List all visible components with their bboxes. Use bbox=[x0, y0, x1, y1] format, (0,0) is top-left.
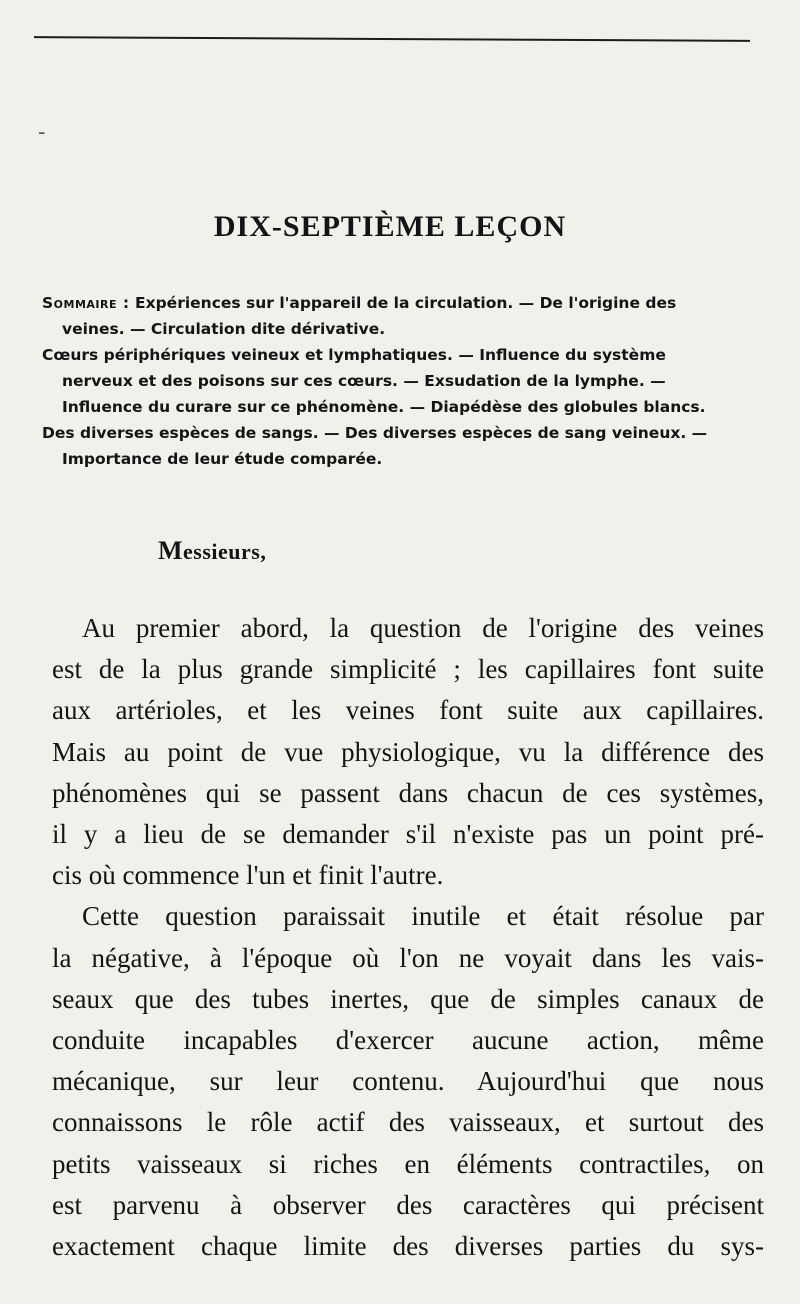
summary-line: veines. — Circulation dite dérivative. bbox=[62, 320, 386, 338]
summary-line: nerveux et des poisons sur ces cœurs. — Exsudation de la lymphe. — bbox=[62, 372, 666, 390]
text-line: mécanique, sur leur contenu. Aujourd'hui que nous bbox=[52, 1066, 764, 1097]
salutation: Messieurs, bbox=[158, 536, 267, 565]
summary-line: Influence du curare sur ce phénomène. — Diapédèse des globules blancs. bbox=[62, 398, 706, 416]
text-line: connaissons le rôle actif des vaisseaux, et surtout des bbox=[52, 1107, 764, 1138]
paragraph bbox=[52, 608, 764, 896]
body-text bbox=[52, 608, 764, 1267]
text-line: petits vaisseaux si riches en éléments contractiles, on bbox=[52, 1148, 764, 1179]
margin-mark: - bbox=[38, 120, 46, 145]
text-line: la négative, à l'époque où l'on ne voyait dans les vais- bbox=[52, 942, 764, 973]
text-line: conduite incapables d'exercer aucune action, même bbox=[52, 1025, 764, 1056]
text-line: seaux que des tubes inertes, que de simples canaux de bbox=[52, 983, 764, 1014]
text-line: cis où commence l'un et finit l'autre. bbox=[52, 860, 444, 891]
page-title: DIX-SEPTIÈME LEÇON bbox=[213, 210, 567, 243]
text-line: Cette question paraissait inutile et était résolue par bbox=[82, 901, 764, 932]
paragraph bbox=[52, 896, 764, 1267]
header-rule bbox=[34, 36, 750, 42]
summary-label: Sommaire : bbox=[42, 294, 130, 312]
summary-line: Importance de leur étude comparée. bbox=[62, 450, 383, 468]
summary-line: Sommaire : Expériences sur l'appareil de la circulation. — De l'origine des bbox=[42, 294, 677, 312]
text-line: Au premier abord, la question de l'origine des veines bbox=[82, 613, 764, 643]
summary-block bbox=[42, 290, 754, 472]
text-line: est parvenu à observer des caractères qui précisent bbox=[52, 1189, 764, 1220]
summary-line: Cœurs périphériques veineux et lymphatiques. — Influence du système bbox=[42, 346, 666, 364]
summary-line: Des diverses espèces de sangs. — Des diverses espèces de sang veineux. — bbox=[42, 424, 708, 442]
text-line: est de la plus grande simplicité ; les capillaires font suite bbox=[52, 654, 764, 685]
text-line: exactement chaque limite des diverses parties du sys- bbox=[52, 1231, 764, 1262]
text-line: aux artérioles, et les veines font suite aux capillaires. bbox=[52, 695, 764, 726]
text-line: phénomènes qui se passent dans chacun de ces systèmes, bbox=[52, 777, 764, 808]
text-line: Mais au point de vue physiologique, vu la différence des bbox=[52, 736, 764, 767]
text-line: il y a lieu de se demander s'il n'existe pas un point pré- bbox=[52, 819, 764, 850]
